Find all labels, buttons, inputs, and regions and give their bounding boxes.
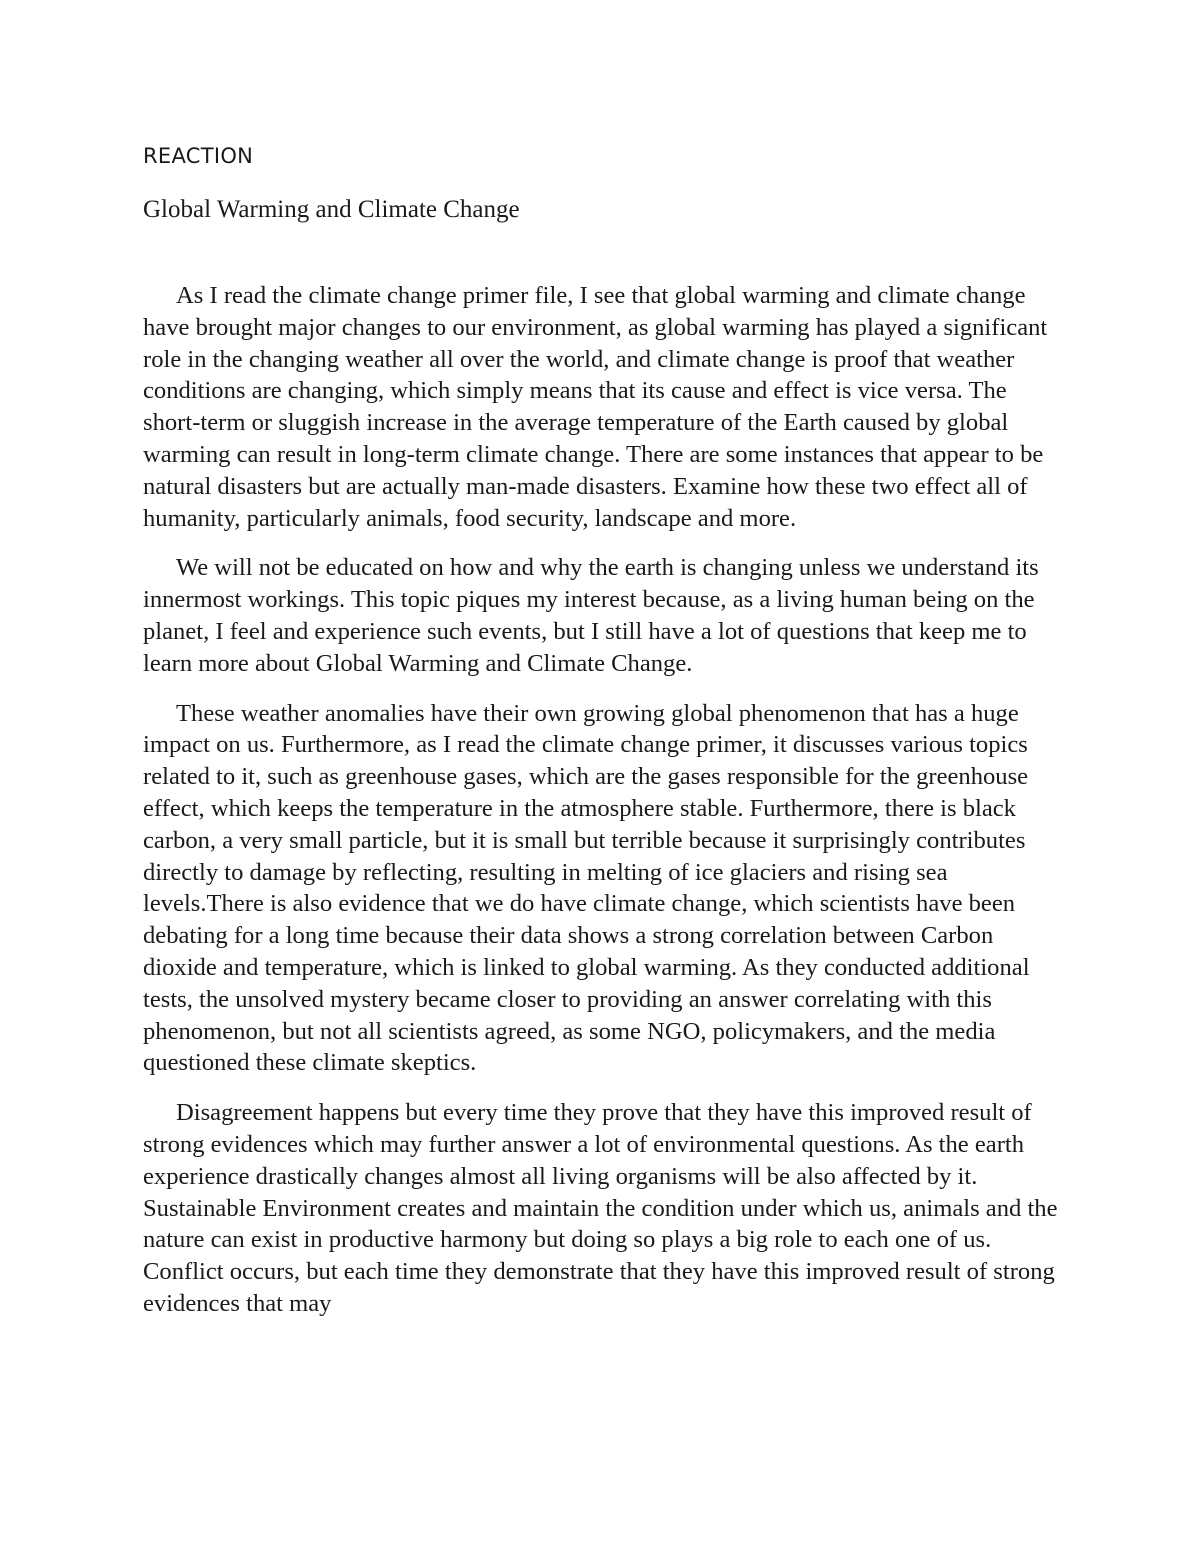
document-body	[143, 280, 1063, 1338]
paragraph-3: These weather anomalies have their own growing global phenomenon that has a huge impact on us. Furthermore, as I read the climate change primer, it discusses various topics related to it, such as greenhouse gases, which are the gases responsible for the greenhouse effect, which keeps the temperature in the atmosphere stable. Furthermore, there is black carbon, a very small particle, but it is small but terrible because it surprisingly contributes directly to damage by reflecting, resulting in melting of ice glaciers and rising sea levels.There is also evidence that we do have climate change, which scientists have been debating for a long time because their data shows a strong correlation between Carbon dioxide and temperature, which is linked to global warming. As they conducted additional tests, the unsolved mystery became closer to providing an answer correlating with this phenomenon, but not all scientists agreed, as some NGO, policymakers, and the media questioned these climate skeptics.	[143, 699, 1030, 1077]
document-title: Global Warming and Climate Change	[143, 196, 520, 223]
paragraph-4: Disagreement happens but every time they prove that they have this improved result of strong evidences which may further answer a lot of environmental questions. As the earth experience drastically changes almost all living organisms will be also affected by it. Sustainable Environment creates and maintain the condition under which us, animals and the nature can exist in productive harmony but doing so plays a big role to each one of us. Conflict occurs, but each time they demonstrate that they have this improved result of strong evidences that may	[143, 1099, 1058, 1317]
paragraph-1: As I read the climate change primer file, I see that global warming and climate change have brought major changes to our environment, as global warming has played a significant role in the changing weather all over the world, and climate change is proof that weather conditions are changing, which simply means that its cause and effect is vice versa. The short-term or sluggish increase in the average temperature of the Earth caused by global warming can result in long-term climate change. There are some instances that appear to be natural disasters but are actually man-made disasters. Examine how these two effect all of humanity, particularly animals, food security, landscape and more.	[143, 282, 1048, 532]
paragraph-2: We will not be educated on how and why the earth is changing unless we understand its innermost workings. This topic piques my interest because, as a living human being on the planet, I feel and experience such events, but I still have a lot of questions that keep me to learn more about Global Warming and Climate Change.	[143, 554, 1039, 677]
document-label: REACTION	[143, 144, 254, 168]
